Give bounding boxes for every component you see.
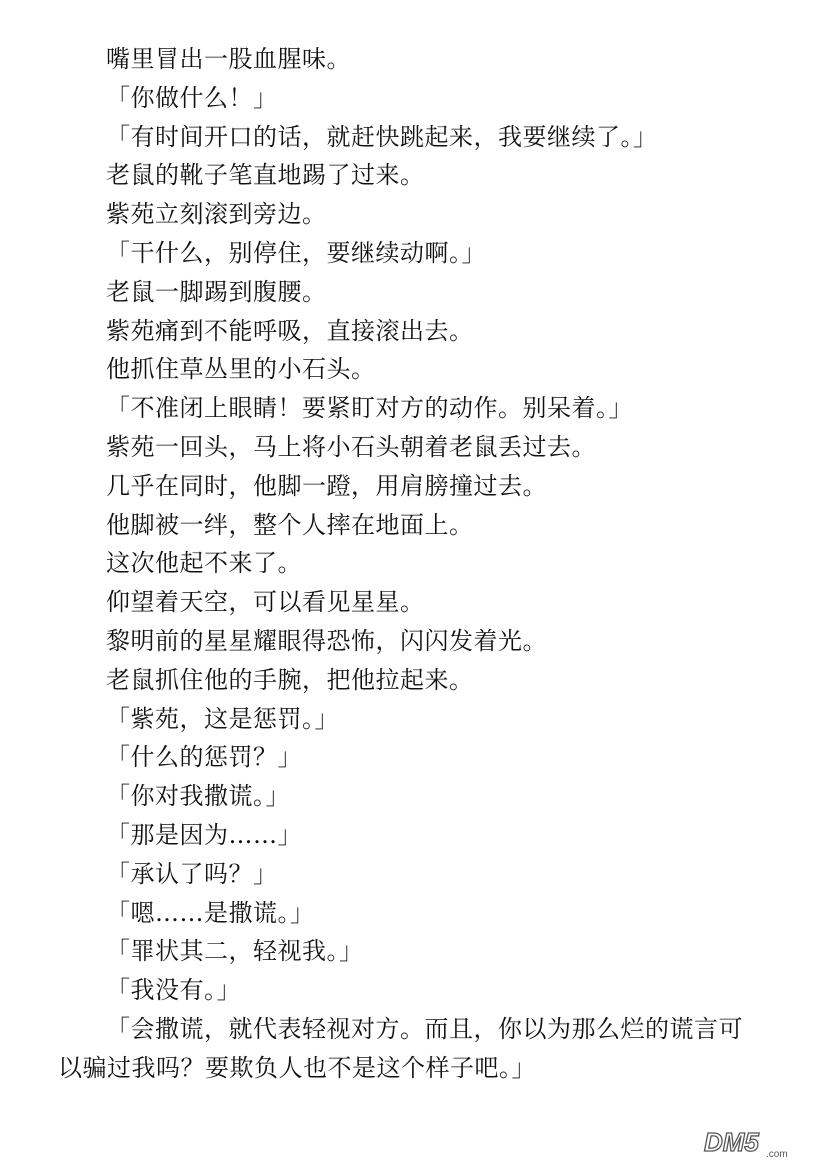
paragraph: 嘴里冒出一股血腥味。	[106, 45, 351, 73]
paragraph: 黎明前的星星耀眼得恐怖，闪闪发着光。	[106, 626, 547, 655]
paragraph: 「不准闭上眼睛！要紧盯对方的动作。别呆着。」	[106, 394, 633, 423]
paragraph: 「你对我撒谎。」	[106, 782, 290, 811]
paragraph: 「那是因为……」	[106, 820, 302, 849]
paragraph: 老鼠一脚踢到腹腰。	[106, 277, 327, 306]
paragraph: 紫苑痛到不能呼吸，直接滚出去。	[106, 316, 474, 345]
paragraph: 老鼠抓住他的手腕，把他拉起来。	[106, 665, 474, 694]
watermark-mark-text: DM5	[704, 1127, 759, 1157]
paragraph: 紫苑立刻滚到旁边。	[106, 200, 327, 229]
paragraph: 紫苑一回头，马上将小石头朝着老鼠丢过去。	[106, 432, 596, 461]
paragraph: 「嗯……是撒谎。」	[106, 898, 315, 927]
watermark-domain-text: .com	[766, 1149, 788, 1160]
paragraph: 「会撒谎，就代表轻视对方。而且，你以为那么烂的谎言可以骗过我吗？要欺负人也不是这个样子吧。」	[58, 1014, 743, 1082]
paragraph: 「承认了吗？」	[106, 859, 278, 888]
dm5-logo-icon	[700, 1123, 810, 1163]
paragraph: 老鼠的靴子笔直地踢了过来。	[106, 161, 425, 190]
paragraph: 「你做什么！」	[106, 83, 278, 112]
paragraph: 他抓住草丛里的小石头。	[106, 355, 376, 384]
paragraph: 这次他起不来了。	[106, 549, 302, 578]
paragraph: 仰望着天空，可以看见星星。	[106, 588, 425, 617]
paragraph: 他脚被一绊，整个人摔在地面上。	[106, 510, 474, 539]
paragraph: 「我没有。」	[106, 976, 241, 1005]
paragraph: 「紫苑，这是惩罚。」	[106, 704, 339, 733]
paragraph: 「有时间开口的话，就赶快跳起来，我要继续了。」	[106, 122, 658, 151]
novel-text	[58, 40, 758, 1088]
paragraph: 「什么的惩罚？」	[106, 743, 302, 772]
paragraph: 几乎在同时，他脚一蹬，用肩膀撞过去。	[106, 471, 547, 500]
paragraph: 「干什么，别停住，要继续动啊。」	[106, 238, 486, 267]
paragraph: 「罪状其二，轻视我。」	[106, 937, 364, 966]
dm5-watermark-logo	[700, 1123, 810, 1163]
